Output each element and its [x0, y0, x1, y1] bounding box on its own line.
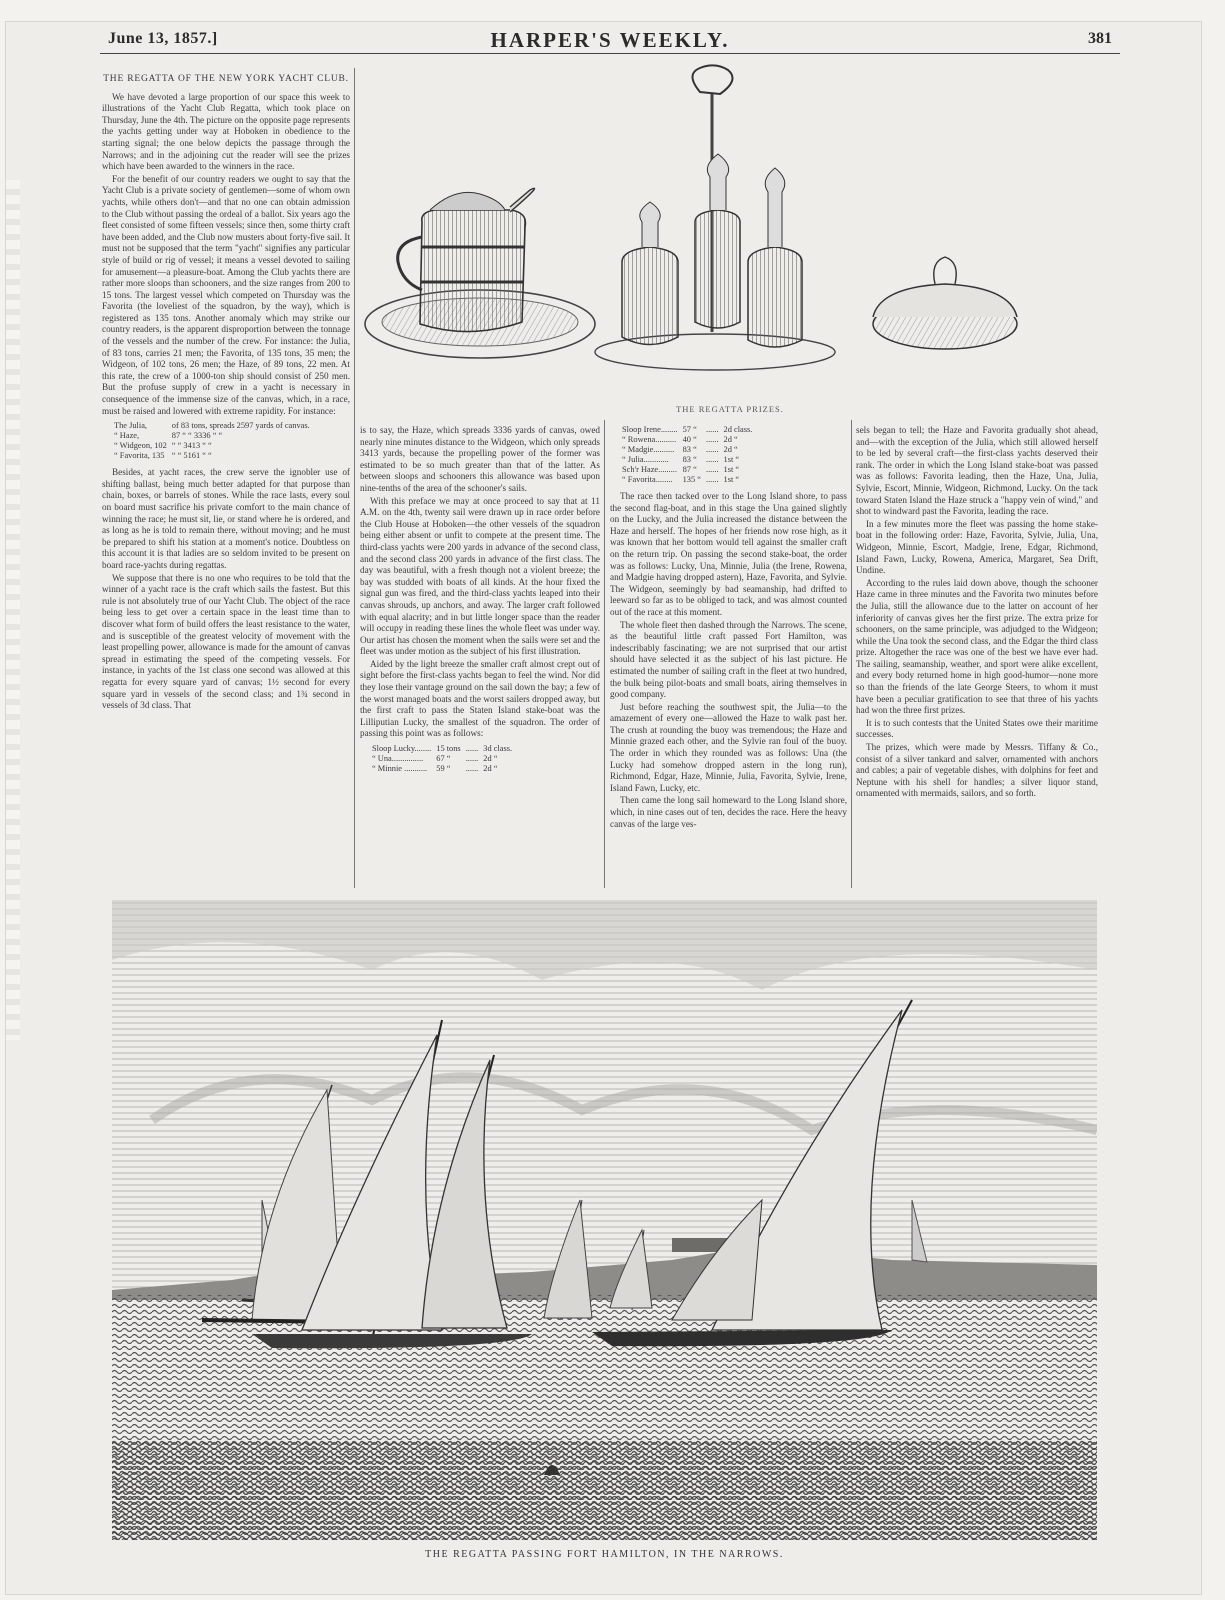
liquor-stand — [595, 65, 835, 370]
regatta-narrows-engraving — [112, 900, 1097, 1540]
canvas-table — [114, 421, 315, 461]
article-paragraph: In a few minutes more the fleet was passing the home stake-boat in the following order: Haze, Favorita, Sylvie, Julia, Una, Widgeon, Minnie, Escort, Madgie, Irene, Edgar, Richmond, Island Fawn, Lucky, Rowena, America, Margaret, Sea Drift, Undine. — [856, 518, 1098, 576]
article-paragraph: The whole fleet then dashed through the Narrows. The scene, as the beautiful little craft passed Fort Hamilton, was indescribably fascinating; we are not surprised that our artist should have selected it as the subject of his last picture. He estimated the number of sailing craft in the fleet at two hundred, the bulk being pilot-boats and small boats, airing themselves in good company. — [610, 619, 847, 700]
article-title: THE REGATTA OF THE NEW YORK YACHT CLUB. — [103, 74, 349, 84]
article-paragraph: We have devoted a large proportion of our space this week to illustrations of the Yacht Club Regatta, which took place on Thursday, June the 4th. The picture on the opposite page represents the yachts getting under way at Hoboken in obedience to the starting signal; the one below depicts the passage through the Narrows; and in the adjoining cut the reader will see the prizes which have been awarded to the winners in the race. — [102, 91, 350, 172]
regatta-prizes-engraving — [360, 62, 1100, 397]
table-row: The Julia, of 83 tons, spreads 2597 yards of canvas. — [114, 421, 310, 431]
article-paragraph: sels began to tell; the Haze and Favorita gradually shot ahead, and—with the exception of the Julia, which still allowed herself to be led by several craft—the first-class yachts deserved their rank. The order in which the Long Island stake-boat was passed was as follows: Favorita leading, then the Haze, Una, Julia, Sylvie, Escort, Minnie, Widgeon, Richmond, Lucky. On the tack toward Staten Island the Haze struck a "happy vein of wind," and shot to windward past the Favorita, leading the race. — [856, 425, 1098, 517]
column-rule — [354, 68, 355, 888]
publication-title: HARPER'S WEEKLY. — [490, 28, 730, 52]
masthead — [100, 28, 1120, 54]
article-paragraph: It is to such contests that the United States owe their maritime successes. — [856, 717, 1098, 740]
table-row: “ Madgie.......... 83 “ ...... 2d “ — [622, 445, 738, 454]
article-paragraph: is to say, the Haze, which spreads 3336 yards of canvas, owed nearly nine minutes distance to the Widgeon, which only spreads 3413 yards, because the propelling power of the former was estimated to be so much greater than that of the latter. As between sloops and schooners this allowance was based upon nine-tenths of the area of the schooner's sails. — [360, 425, 600, 493]
table-row: Sloop Lucky........ 15 tons ...... 3d class. — [372, 744, 513, 754]
issue-date: June 13, 1857.] — [108, 30, 218, 47]
article-paragraph: Besides, at yacht races, the crew serve the ignobler use of shifting ballast, being much better adapted for that purpose than chain, boxes, or barrels of stones. While the race lasts, every soul on board must sacrifice his private comfort to the main chance of winning the race; he must sit, lie, or stand where he is ordered, and as long as he is told to remain there, without moving; and he must be prepared to shift his station at a moment's notice. Doubtless on this account it is that ladies are so seldom invited to be present on board race-yachts during regattas. — [102, 467, 350, 570]
column-rule — [851, 420, 852, 888]
prizes-caption: THE REGATTA PRIZES. — [676, 404, 784, 414]
column-rule — [604, 420, 605, 888]
table-row: “ Rowena.......... 40 “ ...... 2d “ — [622, 435, 738, 444]
article-paragraph: The race then tacked over to the Long Island shore, to pass the second flag-boat, and in this stage the Una gained slightly on the Lucky, and the Julia increased the distance between the Haze and herself. The hopes of her friends now rose high, as it was known that her bottom would tell against the smaller craft on the return trip. On passing the second stake-boat, the order was as follows: Lucky, Una, Minnie, Julia (the Irene, Rowena, and Madgie having dropped astern), Haze, Favorita, and Sylvie. The Widgeon, seemingly by bad seamanship, had drifted to leeward so far as to be obliged to tack, and was almost counted out of the race at this moment. — [610, 491, 847, 617]
table-row: Sch'r Haze......... 87 “ ...... 1st “ — [622, 465, 740, 474]
vegetable-dish — [873, 257, 1017, 349]
table-row: “ Minnie ........... 59 “ ...... 2d “ — [372, 764, 498, 774]
page-number: 381 — [1088, 30, 1112, 47]
tankard-and-salver — [365, 188, 595, 358]
table-row: “ Favorita, 135 “ “ 5161 “ “ — [114, 451, 212, 461]
passing-order-table — [372, 744, 517, 774]
article-paragraph: The prizes, which were made by Messrs. Tiffany & Co., consist of a silver tankard and salver, ornamented with anchors and cables; a pair of vegetable dishes, with dolphins for feet and Neptune with his shell for handles; a silver liquor stand, ornamented with mermaids, sailors, and so forth. — [856, 742, 1098, 799]
article-column-2 — [360, 425, 600, 885]
article-paragraph: Aided by the light breeze the smaller craft almost crept out of sight before the first-class yachts began to feel the wind. Nor did they lose their vantage ground on the sail down the bay; a few of the worst managed boats and the worst sailers dropped away, but the first craft to pass the Staten Island stake-boat was the Lilliputian Lucky, the smallest of the squadron. The order of passing this point was as follows: — [360, 658, 600, 739]
article-column-4 — [856, 425, 1098, 887]
table-row: “ Haze, 87 “ “ 3336 “ “ — [114, 431, 223, 441]
article-column-1 — [102, 74, 350, 886]
table-row: “ Julia............ 83 “ ...... 1st “ — [622, 455, 740, 464]
article-paragraph: We suppose that there is no one who requires to be told that the winner of a yacht race is the craft which sails the fastest. But this rule is not absolutely true of our Yacht Club. The object of the race being less to get over a certain space in the least time than to discover what form of build offers the least resistance to the water, and is susceptible of the greatest velocity of movement with the least propelling power, allowance is made for the amount of canvas spread in estimating the speed of the competing vessels. For instance, in yachts of the 1st class one second was allowed at this regatta for every square yard of canvas; 1½ second for every square yard in vessels of the second class; and 1¾ second in vessels of 3d class. That — [102, 572, 350, 711]
article-paragraph: According to the rules laid down above, though the schooner Haze came in three minutes and the Favorita two minutes before the Julia, still the allowance due to the latter on account of her inferiority of canvas gives her the first prize. The extra prize for schooners, on the same principle, was adjudged to the Widgeon; while the Una took the second class, and the Edgar the third class prize. Altogether the race was one of the best we have ever had. The sailing, seamanship, weather, and sport were alike excellent, and every body returned home in high good-humor—none more so than the friends of the late George Steers, to whom it must have been a peculiar gratification to see that three of his yachts had won the three first prizes. — [856, 577, 1098, 716]
article-paragraph: Just before reaching the southwest spit, the Julia—to the amazement of every one—allowed the Haze to walk past her. The crush at rounding the buoy was tremendous; the Haze and Minnie grazed each other, and the Sylvie ran foul of the buoy. The order in which they rounded was as follows: Una (the Lucky had somehow dropped astern in the long run), Richmond, Edgar, Haze, Minnie, Julia, Favorita, Sylvie, Irene, Island Fawn, Lucky, etc. — [610, 701, 847, 793]
article-paragraph: With this preface we may at once proceed to say that at 11 A.M. on the 4th, twenty sail were drawn up in race order before the Club House at Hoboken—the other vessels of the squadron being either absent or unfit to compete at the present time. The third-class yachts were 200 yards in advance of the second class, and the second class 200 yards in advance of the first class. The day was beautiful, with a fresh though not a violent breeze; the bay was studded with boats of all kinds. At the hour fixed the signal gun was fired, and the third-class yachts leaped into their canvas shrouds, up anchors, and away. The larger craft followed with equal alacrity; and in but little longer space than the reader will occupy in reading these lines the whole fleet was under way. Our artist has chosen the moment when the sails were set and the fleet was under motion as the subject of his first illustration. — [360, 495, 600, 657]
torn-page-edge — [6, 180, 20, 1040]
table-row: “ Favorita........ 135 “ ...... 1st “ — [622, 475, 740, 484]
article-paragraph: For the benefit of our country readers we ought to say that the Yacht Club is a private society of gentlemen—some of whom own yachts, while others don't—and that no one can obtain admission to the Club without passing the ordeal of a ballot. Six years ago the fleet consisted of some fifteen vessels; since then, some thirty craft have been added, and the Club now musters about forty-five sail. It must not be supposed that the term "yacht" signifies any particular style of build or rig of vessel; it means a vessel devoted to sailing for amusement—a pleasure-boat. Among the Club yachts there are rather more sloops than schooners, and the size ranges from 200 to 15 tons. The largest vessel which competed on Thursday was the Favorita (the loveliest of the squadron, by the way), which is registered as 135 tons. Another anomaly which may strike our country readers, is the apparent disproportion between the tonnage of the vessels and the number of the crew. For instance: the Julia, of 83 tons, carries 21 men; the Favorita, of 135 tons, 35 men; the Widgeon, of 102 tons, 26 men; the Haze, of 89 tons, 22 men. At this rate, the crew of a 1000-ton ship should consist of 250 men. But the profuse supply of crew in a yacht is necessary in consequence of the immense size of the canvas, which, in a race, must be raised and lowered with extreme rapidity. For instance: — [102, 173, 350, 416]
table-row: “ Widgeon, 102 “ “ 3413 “ “ — [114, 441, 212, 451]
passing-order-table-cont — [622, 425, 757, 485]
table-row: “ Una............... 67 “ ...... 2d “ — [372, 754, 498, 764]
article-paragraph: Then came the long sail homeward to the Long Island shore, which, in nine cases out of ten, decides the race. Here the heavy canvas of the large ves- — [610, 795, 847, 829]
regatta-caption: THE REGATTA PASSING FORT HAMILTON, IN THE NARROWS. — [425, 1549, 784, 1560]
article-column-3 — [610, 425, 847, 887]
table-row: Sloop Irene........ 57 “ ...... 2d class. — [622, 425, 753, 434]
